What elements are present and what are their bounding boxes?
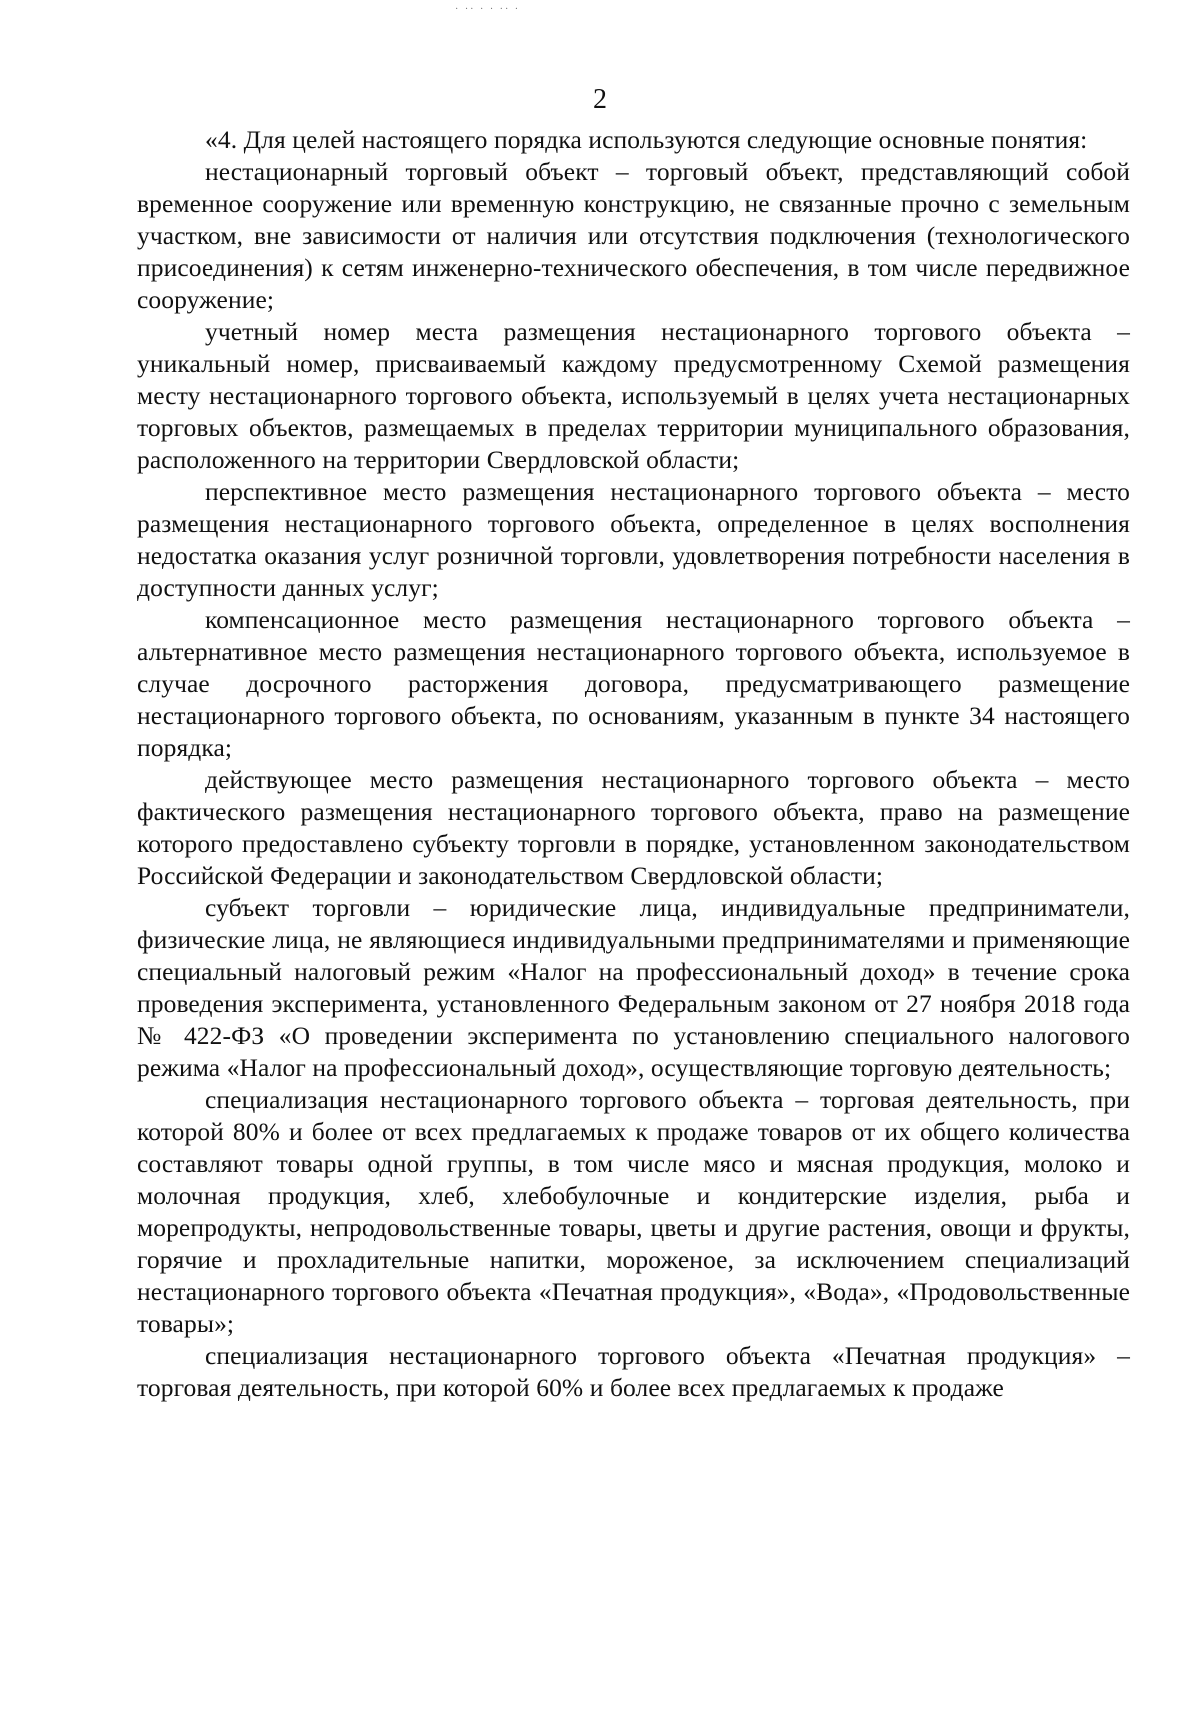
document-body bbox=[137, 124, 1130, 1404]
paragraph-definitions-intro: «4. Для целей настоящего порядка используются следующие основные понятия: bbox=[205, 125, 1088, 154]
paragraph-current-place: действующее место размещения нестационарного торгового объекта – место фактического размещения нестационарного торгового объекта, право на размещение которого предоставлено субъекту торговли в порядке, установленном законодательством Российской Федерации и законодательством Свердловской области; bbox=[137, 765, 1130, 890]
paragraph-specialization-print: специализация нестационарного торгового объекта «Печатная продукция» – торговая деятельность, при которой 60% и более всех предлагаемых к продаже bbox=[137, 1341, 1130, 1402]
page-number: 2 bbox=[593, 84, 607, 115]
paragraph-trade-subject: субъект торговли – юридические лица, индивидуальные предприниматели, физические лица, не являющиеся индивидуальными предпринимателями и применяющие специальный налоговый режим «Налог на профессиональный доход» в течение срока проведения эксперимента, установленного Федеральным законом от 27 ноября 2018 года № 422-ФЗ «О проведении эксперимента по установлению специального налогового режима «Налог на профессиональный доход», осуществляющие торговую деятельность; bbox=[137, 893, 1130, 1082]
scan-artifact: · ·· · · ·· · bbox=[455, 4, 521, 15]
paragraph-specialization: специализация нестационарного торгового объекта – торговая деятельность, при которой 80% и более от всех предлагаемых к продаже товаров от их общего количества составляют товары одной группы, в том числе мясо и мясная продукция, молоко и молочная продукция, хлеб, хлебобулочные и кондитерские изделия, рыба и морепродукты, непродовольственные товары, цветы и другие растения, овощи и фрукты, горячие и прохладительные напитки, мороженое, за исключением специализаций нестационарного торгового объекта «Печатная продукция», «Вода», «Продовольственные товары»; bbox=[137, 1085, 1130, 1338]
paragraph-registration-number: учетный номер места размещения нестационарного торгового объекта – уникальный номер, присваиваемый каждому предусмотренному Схемой размещения месту нестационарного торгового объекта, используемый в целях учета нестационарных торговых объектов, размещаемых в пределах территории муниципального образования, расположенного на территории Свердловской области; bbox=[137, 317, 1130, 474]
paragraph-compensation-place: компенсационное место размещения нестационарного торгового объекта – альтернативное место размещения нестационарного торгового объекта, используемое в случае досрочного расторжения договора, предусматривающего размещение нестационарного торгового объекта, по основаниям, указанным в пункте 34 настоящего порядка; bbox=[137, 605, 1130, 762]
paragraph-nonstationary-object: нестационарный торговый объект – торговый объект, представляющий собой временное сооружение или временную конструкцию, не связанные прочно с земельным участком, вне зависимости от наличия или отсутствия подключения (технологического присоединения) к сетям инженерно-технического обеспечения, в том числе передвижное сооружение; bbox=[137, 157, 1130, 314]
paragraph-prospective-place: перспективное место размещения нестационарного торгового объекта – место размещения нестационарного торгового объекта, определенное в целях восполнения недостатка оказания услуг розничной торговли, удовлетворения потребности населения в доступности данных услуг; bbox=[137, 477, 1130, 602]
